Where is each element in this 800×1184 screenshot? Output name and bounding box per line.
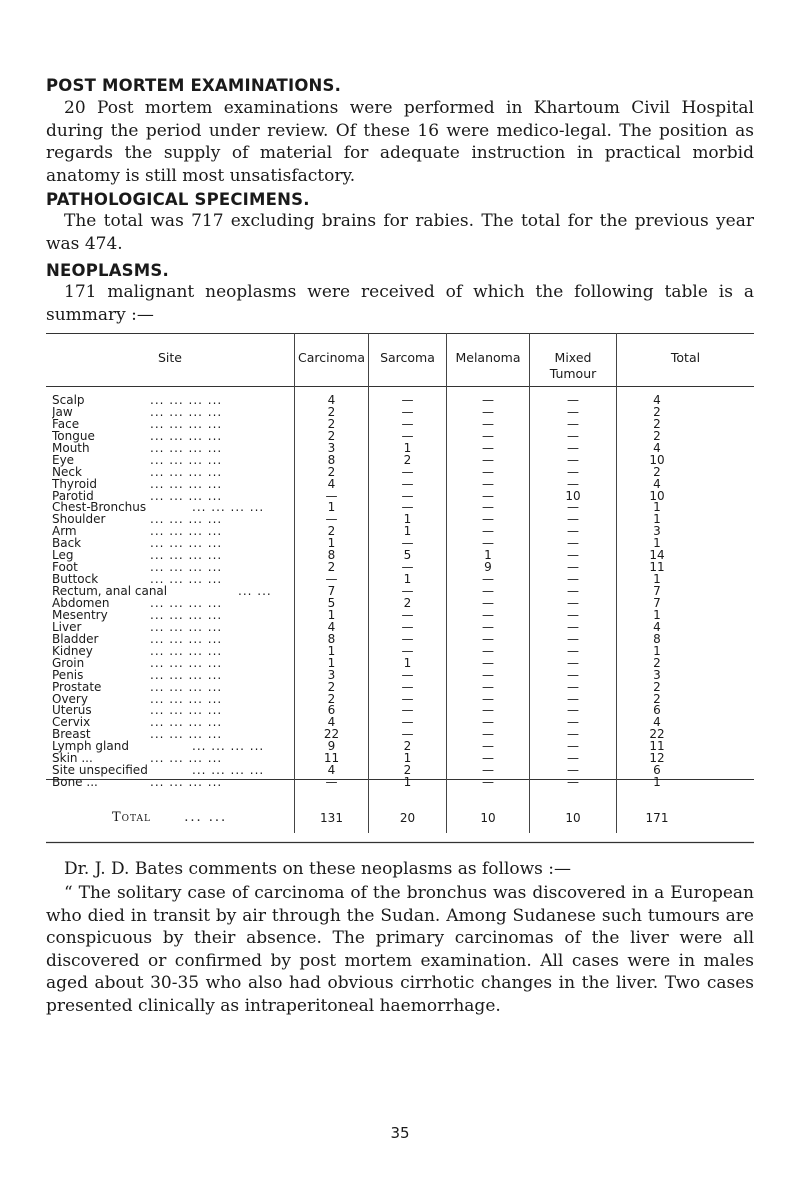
cell-carcinoma: 1 bbox=[327, 643, 336, 658]
cell-total: 8 bbox=[653, 631, 661, 646]
cell-total: 1 bbox=[653, 775, 661, 790]
cell-sarcoma: 1 bbox=[403, 572, 412, 587]
site-label: Foot bbox=[52, 560, 78, 575]
cell-sarcoma: — bbox=[401, 607, 414, 622]
header-site: Site bbox=[158, 350, 182, 365]
cell-total: 1 bbox=[653, 607, 661, 622]
paragraph-post-mortem: 20 Post mortem examinations were performed in Khartoum Civil Hospital during the period under review. Of these 16 were medico-legal. The position as regards the supply of material for adequate instruction in practical morbid anatomy is still most unsatisfactory. bbox=[46, 98, 754, 186]
cell-sarcoma: — bbox=[401, 727, 414, 742]
leader-dots: ... ... ... ... bbox=[150, 452, 223, 467]
cell-total: 4 bbox=[653, 440, 661, 455]
site-label: Rectum, anal canal bbox=[52, 584, 168, 599]
cell-total: 2 bbox=[653, 404, 661, 419]
cell-carcinoma: 8 bbox=[327, 452, 336, 467]
cell-carcinoma: — bbox=[325, 572, 338, 587]
cell-sarcoma: — bbox=[401, 476, 414, 491]
site-label: Buttock bbox=[52, 572, 99, 587]
cell-melanoma: — bbox=[482, 655, 494, 670]
cell-carcinoma: 4 bbox=[327, 476, 336, 491]
site-label: Abdomen bbox=[52, 595, 110, 610]
cell-melanoma: — bbox=[482, 404, 494, 419]
site-label: Jaw bbox=[52, 404, 73, 419]
cell-carcinoma: 4 bbox=[327, 763, 336, 778]
cell-total: 14 bbox=[649, 548, 665, 563]
leader-dots: ... ... ... ... bbox=[150, 679, 223, 694]
cell-sarcoma: — bbox=[401, 404, 414, 419]
comments-quote: “ The solitary case of carcinoma of the bronchus was discovered in a European who died in transit by air through the Sudan. Among Sudanese such tumours are conspicuous by their absence. The primary carcinomas of the liver were all discovered or confirmed by post mortem examination. All cases were in males aged about 30-35 who also had obvious cirrhotic changes in the liver. Two cases presented clinically as intraperitoneal haemorrhage. bbox=[46, 883, 754, 1016]
cell-total: 2 bbox=[653, 655, 661, 670]
leader-dots: ... ... ... ... bbox=[192, 500, 265, 515]
cell-carcinoma: — bbox=[325, 488, 338, 503]
cell-total: 3 bbox=[653, 667, 661, 682]
cell-total: 10 bbox=[649, 452, 665, 467]
leader-dots: ... ... ... ... bbox=[150, 404, 223, 419]
cell-mixed-tumour: — bbox=[567, 631, 579, 646]
header-mixed-tumour: Mixed Tumour bbox=[549, 350, 597, 381]
cell-mixed-tumour: 10 bbox=[565, 488, 581, 503]
cell-sarcoma: — bbox=[401, 560, 414, 575]
cell-total: 22 bbox=[649, 727, 665, 742]
cell-mixed-tumour: — bbox=[567, 667, 579, 682]
total-sarcoma: 20 bbox=[399, 811, 416, 825]
leader-dots: ... ... ... ... bbox=[150, 703, 223, 718]
cell-mixed-tumour: — bbox=[567, 584, 579, 599]
cell-total: 11 bbox=[649, 739, 665, 754]
site-label: Arm bbox=[52, 524, 77, 539]
leader-dots: ... ... ... ... bbox=[150, 607, 223, 622]
site-label: Scalp bbox=[52, 393, 85, 407]
leader-dots: ... ... ... ... bbox=[150, 572, 223, 587]
cell-total: 3 bbox=[653, 524, 661, 539]
site-label: Penis bbox=[52, 667, 84, 682]
cell-carcinoma: 1 bbox=[327, 607, 336, 622]
cell-sarcoma: — bbox=[401, 679, 414, 694]
cell-carcinoma: 7 bbox=[327, 584, 336, 599]
cell-melanoma: — bbox=[482, 607, 494, 622]
cell-melanoma: 9 bbox=[484, 560, 492, 575]
cell-sarcoma: — bbox=[401, 536, 414, 551]
leader-dots: ... ... ... ... bbox=[150, 428, 223, 443]
cell-mixed-tumour: — bbox=[567, 512, 579, 527]
total-total: 171 bbox=[645, 811, 669, 825]
cell-sarcoma: 2 bbox=[403, 452, 412, 467]
total-label-text: Total bbox=[112, 810, 152, 825]
cell-sarcoma: 2 bbox=[403, 739, 412, 754]
site-label: Groin bbox=[52, 655, 85, 670]
leader-dots: ... ... ... ... bbox=[192, 763, 265, 778]
cell-carcinoma: 2 bbox=[327, 560, 336, 575]
leader-dots: ... ... ... ... bbox=[150, 440, 223, 455]
cell-sarcoma: — bbox=[401, 619, 414, 634]
cell-carcinoma: — bbox=[325, 775, 338, 790]
cell-melanoma: — bbox=[482, 739, 494, 754]
site-label: Overy bbox=[52, 691, 88, 706]
cell-carcinoma: 6 bbox=[327, 703, 336, 718]
cell-melanoma: — bbox=[482, 727, 494, 742]
total-mixed-tumour: 10 bbox=[565, 811, 581, 825]
site-label: Bladder bbox=[52, 631, 99, 646]
cell-sarcoma: — bbox=[401, 428, 414, 443]
site-label: Parotid bbox=[52, 488, 94, 503]
cell-melanoma: 1 bbox=[484, 548, 492, 563]
site-label: Skin ... bbox=[52, 751, 93, 766]
cell-melanoma: — bbox=[482, 584, 494, 599]
cell-melanoma: — bbox=[482, 775, 494, 790]
cell-mixed-tumour: — bbox=[567, 775, 579, 790]
leader-dots: ... ... ... ... bbox=[150, 416, 223, 431]
cell-mixed-tumour: — bbox=[567, 751, 579, 766]
cell-carcinoma: 2 bbox=[327, 464, 336, 479]
cell-carcinoma: 11 bbox=[323, 751, 340, 766]
cell-mixed-tumour: — bbox=[567, 464, 579, 479]
leader-dots: ... ... ... ... bbox=[150, 643, 223, 658]
site-label: Eye bbox=[52, 452, 75, 467]
cell-mixed-tumour: — bbox=[567, 619, 579, 634]
cell-mixed-tumour: — bbox=[567, 739, 579, 754]
cell-carcinoma: 2 bbox=[327, 428, 336, 443]
cell-sarcoma: 1 bbox=[403, 512, 412, 527]
header-total: Total bbox=[670, 350, 701, 365]
cell-mixed-tumour: — bbox=[567, 440, 579, 455]
cell-melanoma: — bbox=[482, 476, 494, 491]
cell-total: 6 bbox=[653, 763, 661, 778]
cell-carcinoma: 8 bbox=[327, 631, 336, 646]
cell-melanoma: — bbox=[482, 595, 494, 610]
cell-total: 2 bbox=[653, 691, 661, 706]
cell-melanoma: — bbox=[482, 464, 494, 479]
cell-mixed-tumour: — bbox=[567, 703, 579, 718]
site-label: Mesentry bbox=[52, 607, 108, 622]
cell-total: 2 bbox=[653, 416, 661, 431]
cell-sarcoma: — bbox=[401, 393, 414, 407]
cell-total: 1 bbox=[653, 536, 661, 551]
cell-total: 1 bbox=[653, 643, 661, 658]
cell-carcinoma: 2 bbox=[327, 524, 336, 539]
cell-carcinoma: 4 bbox=[327, 619, 336, 634]
cell-sarcoma: — bbox=[401, 488, 414, 503]
paragraph-neoplasms: 171 malignant neoplasms were received of which the following table is a summary :— bbox=[46, 282, 754, 325]
cell-total: 2 bbox=[653, 464, 661, 479]
cell-mixed-tumour: — bbox=[567, 452, 579, 467]
cell-melanoma: — bbox=[482, 679, 494, 694]
cell-carcinoma: 9 bbox=[327, 739, 336, 754]
cell-mixed-tumour: — bbox=[567, 655, 579, 670]
heading-pathological-specimens: PATHOLOGICAL SPECIMENS. bbox=[46, 190, 310, 209]
cell-total: 4 bbox=[653, 619, 661, 634]
total-label-dots: ... ... bbox=[184, 810, 228, 825]
header-melanoma: Melanoma bbox=[455, 350, 521, 365]
cell-sarcoma: 1 bbox=[403, 751, 412, 766]
cell-mixed-tumour: — bbox=[567, 500, 579, 515]
cell-mixed-tumour: — bbox=[567, 763, 579, 778]
leader-dots: ... ... ... ... bbox=[150, 524, 223, 539]
cell-melanoma: — bbox=[482, 643, 494, 658]
cell-sarcoma: — bbox=[401, 643, 414, 658]
cell-total: 7 bbox=[653, 584, 661, 599]
header-carcinoma: Carcinoma bbox=[297, 350, 365, 365]
leader-dots: ... ... ... ... bbox=[192, 739, 265, 754]
cell-melanoma: — bbox=[482, 524, 494, 539]
cell-sarcoma: — bbox=[401, 464, 414, 479]
neoplasm-table bbox=[46, 333, 754, 846]
site-label: Prostate bbox=[52, 679, 102, 694]
cell-total: 4 bbox=[653, 715, 661, 730]
cell-carcinoma: 4 bbox=[327, 393, 336, 407]
site-label: Cervix bbox=[52, 715, 91, 730]
cell-melanoma: — bbox=[482, 691, 494, 706]
cell-mixed-tumour: — bbox=[567, 643, 579, 658]
cell-carcinoma: 2 bbox=[327, 416, 336, 431]
cell-mixed-tumour: — bbox=[567, 572, 579, 587]
site-label: Breast bbox=[52, 727, 91, 742]
heading-post-mortem: POST MORTEM EXAMINATIONS. bbox=[46, 76, 342, 95]
cell-sarcoma: 1 bbox=[403, 775, 412, 790]
cell-melanoma: — bbox=[482, 763, 494, 778]
site-label: Uterus bbox=[52, 703, 92, 718]
cell-mixed-tumour: — bbox=[567, 727, 579, 742]
header-sarcoma: Sarcoma bbox=[380, 350, 435, 365]
cell-total: 11 bbox=[649, 560, 665, 575]
cell-melanoma: — bbox=[482, 452, 494, 467]
leader-dots: ... ... ... ... bbox=[150, 775, 223, 790]
cell-carcinoma: 1 bbox=[327, 655, 336, 670]
cell-mixed-tumour: — bbox=[567, 595, 579, 610]
leader-dots: ... ... ... ... bbox=[150, 631, 223, 646]
cell-total: 4 bbox=[653, 393, 661, 407]
cell-mixed-tumour: — bbox=[567, 715, 579, 730]
heading-neoplasms: NEOPLASMS. bbox=[46, 261, 169, 280]
cell-carcinoma: 1 bbox=[327, 536, 336, 551]
cell-sarcoma: 1 bbox=[403, 655, 412, 670]
site-label: Chest-Bronchus bbox=[52, 500, 147, 515]
cell-melanoma: — bbox=[482, 536, 494, 551]
site-label: Neck bbox=[52, 464, 82, 479]
site-label: Lymph gland bbox=[52, 739, 129, 754]
cell-melanoma: — bbox=[482, 488, 494, 503]
cell-sarcoma: 1 bbox=[403, 440, 412, 455]
site-label: Shoulder bbox=[52, 512, 106, 527]
comments-intro: Dr. J. D. Bates comments on these neoplasms as follows :— bbox=[64, 859, 572, 879]
page-number: 35 bbox=[390, 1124, 410, 1142]
cell-sarcoma: 2 bbox=[403, 763, 412, 778]
cell-sarcoma: — bbox=[401, 584, 414, 599]
cell-total: 2 bbox=[653, 428, 661, 443]
cell-mixed-tumour: — bbox=[567, 416, 579, 431]
cell-total: 7 bbox=[653, 595, 661, 610]
cell-mixed-tumour: — bbox=[567, 679, 579, 694]
table-row-site bbox=[52, 774, 317, 790]
cell-carcinoma: 4 bbox=[327, 715, 336, 730]
cell-total: 4 bbox=[653, 476, 661, 491]
site-label: Kidney bbox=[52, 643, 93, 658]
leader-dots: ... ... ... ... bbox=[150, 655, 223, 670]
cell-melanoma: — bbox=[482, 393, 494, 407]
cell-melanoma: — bbox=[482, 703, 494, 718]
cell-total: 6 bbox=[653, 703, 661, 718]
cell-carcinoma: 3 bbox=[327, 667, 336, 682]
cell-melanoma: — bbox=[482, 500, 494, 515]
cell-mixed-tumour: — bbox=[567, 393, 579, 407]
site-label: Thyroid bbox=[52, 476, 97, 491]
leader-dots: ... ... ... ... bbox=[150, 536, 223, 551]
cell-sarcoma: — bbox=[401, 416, 414, 431]
cell-sarcoma: 2 bbox=[403, 595, 412, 610]
leader-dots: ... ... ... ... bbox=[150, 548, 223, 563]
cell-mixed-tumour: — bbox=[567, 404, 579, 419]
site-label: Site unspecified bbox=[52, 763, 148, 778]
cell-carcinoma: 2 bbox=[327, 691, 336, 706]
site-label: Mouth bbox=[52, 440, 90, 455]
cell-mixed-tumour: — bbox=[567, 428, 579, 443]
leader-dots: ... ... ... ... bbox=[150, 715, 223, 730]
cell-total: 1 bbox=[653, 572, 661, 587]
cell-melanoma: — bbox=[482, 512, 494, 527]
cell-carcinoma: 2 bbox=[327, 404, 336, 419]
leader-dots: ... ... ... ... bbox=[150, 560, 223, 575]
site-label: Face bbox=[52, 416, 80, 431]
site-label: Bone ... bbox=[52, 775, 98, 790]
cell-mixed-tumour: — bbox=[567, 607, 579, 622]
leader-dots: ... ... ... ... bbox=[150, 464, 223, 479]
cell-sarcoma: 5 bbox=[403, 548, 412, 563]
leader-dots: ... ... ... ... bbox=[150, 512, 223, 527]
cell-sarcoma: 1 bbox=[403, 524, 412, 539]
leader-dots: ... ... ... ... bbox=[150, 751, 223, 766]
cell-total: 1 bbox=[653, 512, 661, 527]
total-row-label bbox=[112, 810, 227, 825]
cell-carcinoma: 2 bbox=[327, 679, 336, 694]
total-carcinoma: 131 bbox=[320, 811, 343, 825]
cell-melanoma: — bbox=[482, 428, 494, 443]
leader-dots: ... ... ... ... bbox=[150, 667, 223, 682]
site-label: Tongue bbox=[52, 428, 95, 443]
cell-mixed-tumour: — bbox=[567, 691, 579, 706]
leader-dots: ... ... ... ... bbox=[150, 393, 223, 407]
cell-total: 10 bbox=[649, 488, 665, 503]
leader-dots: ... ... bbox=[238, 584, 272, 599]
cell-melanoma: — bbox=[482, 440, 494, 455]
cell-mixed-tumour: — bbox=[567, 476, 579, 491]
cell-carcinoma: 3 bbox=[327, 440, 336, 455]
cell-carcinoma: 8 bbox=[327, 548, 336, 563]
cell-mixed-tumour: — bbox=[567, 548, 579, 563]
cell-melanoma: — bbox=[482, 619, 494, 634]
cell-carcinoma: 22 bbox=[323, 727, 340, 742]
leader-dots: ... ... ... ... bbox=[150, 619, 223, 634]
cell-mixed-tumour: — bbox=[567, 560, 579, 575]
site-label: Back bbox=[52, 536, 82, 551]
cell-carcinoma: 1 bbox=[327, 500, 336, 515]
cell-melanoma: — bbox=[482, 751, 494, 766]
cell-sarcoma: — bbox=[401, 631, 414, 646]
cell-sarcoma: — bbox=[401, 703, 414, 718]
cell-melanoma: — bbox=[482, 715, 494, 730]
cell-total: 12 bbox=[649, 751, 665, 766]
cell-melanoma: — bbox=[482, 572, 494, 587]
site-label: Leg bbox=[52, 548, 74, 563]
cell-sarcoma: — bbox=[401, 715, 414, 730]
cell-total: 1 bbox=[653, 500, 661, 515]
leader-dots: ... ... ... ... bbox=[150, 691, 223, 706]
cell-melanoma: — bbox=[482, 667, 494, 682]
cell-sarcoma: — bbox=[401, 500, 414, 515]
total-melanoma: 10 bbox=[480, 811, 496, 825]
leader-dots: ... ... ... ... bbox=[150, 595, 223, 610]
cell-sarcoma: — bbox=[401, 691, 414, 706]
leader-dots: ... ... ... ... bbox=[150, 488, 223, 503]
cell-mixed-tumour: — bbox=[567, 524, 579, 539]
cell-melanoma: — bbox=[482, 631, 494, 646]
leader-dots: ... ... ... ... bbox=[150, 476, 223, 491]
cell-sarcoma: — bbox=[401, 667, 414, 682]
paragraph-pathological-specimens: The total was 717 excluding brains for rabies. The total for the previous year was 474. bbox=[46, 211, 754, 254]
cell-melanoma: — bbox=[482, 416, 494, 431]
cell-carcinoma: 5 bbox=[327, 595, 336, 610]
site-label: Liver bbox=[52, 619, 82, 634]
cell-carcinoma: — bbox=[325, 512, 338, 527]
leader-dots: ... ... ... ... bbox=[150, 727, 223, 742]
cell-mixed-tumour: — bbox=[567, 536, 579, 551]
cell-total: 2 bbox=[653, 679, 661, 694]
